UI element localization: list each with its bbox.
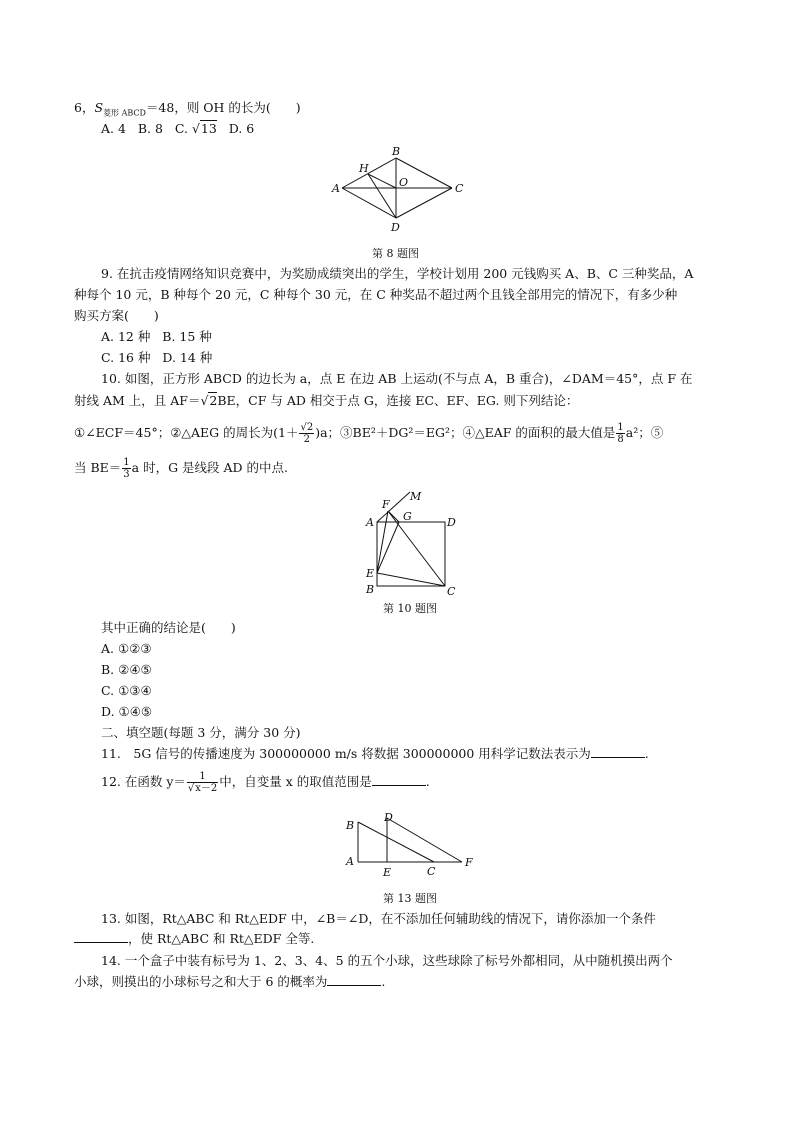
q10-line3: ①∠ECF＝45°；②△AEG 的周长为(1＋ $\frac{√2}{2}$ )a；③BE²＋DG²＝EG²；④△EAF 的面积的最大值是 $\frac{1}{8}$ a²；⑤ [74, 422, 664, 445]
q13-line1: 13. 如图，Rt△ABC 和 Rt△EDF 中，∠B＝∠D，在不添加任何辅助线的情况下，请你添加一个条件 [101, 911, 656, 926]
q11: 11. 5G 信号的传播速度为 300000000 m/s 将数据 300000000 用科学记数法表示为 . [101, 746, 649, 761]
q10-label-e: E [366, 567, 375, 580]
q8-option-a[interactable]: A. 4 [101, 121, 126, 136]
q10-line4: 当 BE＝ $\frac{1}{3}$ a 时，G 是线段 AD 的中点. [74, 457, 289, 480]
q8-option-d[interactable]: D. 6 [228, 121, 255, 136]
q13-label-e: E [383, 866, 392, 879]
q9-line1: 9. 在抗击疫情网络知识竞赛中，为奖励成绩突出的学生，学校计划用 200 元钱购买 A、B、C 三种奖品，A [101, 266, 694, 281]
q10-option-c[interactable]: C. ①③④ [101, 683, 152, 698]
q9-options-row1 [101, 328, 212, 346]
q13-label-b: B [346, 819, 355, 832]
q8-label-c: C [455, 182, 464, 195]
q12-answer-blank[interactable] [372, 773, 426, 786]
q9-line3: 购买方案( ) [74, 308, 159, 323]
q9-option-a[interactable]: A. 12 种 [101, 329, 151, 344]
q10-option-b[interactable]: B. ②④⑤ [101, 662, 152, 677]
q13-caption: 第 13 题图 [383, 892, 437, 905]
q8-option-c[interactable]: C. √13 [174, 121, 217, 136]
q8-label-o: O [399, 176, 409, 189]
q10-line2: 射线 AM 上，且 AF＝√2BE，CF 与 AD 相交于点 G，连接 EC、EF、EG. 则下列结论： [74, 393, 579, 408]
q10-label-b: B [366, 583, 375, 596]
q13-figure [342, 810, 477, 882]
q13-label-f: F [465, 856, 473, 869]
q8-label-b: B [392, 145, 401, 158]
q10-caption: 第 10 题图 [383, 602, 437, 615]
q9-options-row2 [101, 349, 212, 367]
q8-figure [330, 144, 470, 236]
q8-caption: 第 8 题图 [372, 247, 419, 260]
q8-options [101, 120, 254, 138]
q13-label-a: A [346, 855, 354, 868]
q10-frac-1-over-3: $\frac{1}{3}$ [123, 457, 130, 480]
q10-figure [360, 487, 470, 597]
q8-label-a: A [332, 182, 340, 195]
q8-stem: 6，$S_{菱形 ABCD}=48$，则 OH 的长为( ) [74, 100, 301, 118]
q10-option-d[interactable]: D. ①④⑤ [101, 704, 153, 719]
q9-line2: 种每个 10 元，B 种每个 20 元，C 种每个 30 元，在 C 种奖品不超过两个且钱全部用完的情况下，有多少种 [74, 287, 678, 302]
q8-label-h: H [359, 162, 369, 175]
q10-label-f: F [382, 498, 390, 511]
q10-option-a[interactable]: A. ①②③ [101, 641, 152, 656]
q11-answer-blank[interactable] [591, 745, 645, 758]
q9-option-b[interactable]: B. 15 种 [162, 329, 212, 344]
q9-option-d[interactable]: D. 14 种 [162, 350, 213, 365]
q13-line2: ，使 Rt△ABC 和 Rt△EDF 全等. [74, 930, 314, 948]
q9-option-c[interactable]: C. 16 种 [101, 350, 151, 365]
q12: 12. 在函数 y＝ $\frac{1}{√x-2}$ 中，自变量 x 的取值范围是 . [101, 771, 430, 794]
q10-label-d: D [447, 516, 456, 529]
q8-label-d: D [391, 221, 400, 234]
q14-answer-blank[interactable] [327, 973, 381, 986]
q14-line1: 14. 一个盒子中装有标号为 1、2、3、4、5 的五个小球，这些球除了标号外都相同，从中随机摸出两个 [101, 953, 673, 968]
q10-frac-sqrt2-over-2: $\frac{√2}{2}$ [300, 422, 314, 445]
q13-answer-blank[interactable] [74, 930, 128, 943]
q12-function-fraction: $\frac{1}{√x-2}$ [187, 771, 218, 794]
q13-label-c: C [427, 865, 436, 878]
q10-line1: 10. 如图，正方形 ABCD 的边长为 a，点 E 在边 AB 上运动(不与点 A，B 重合)，∠DAM＝45°，点 F 在 [101, 371, 693, 386]
q10-frac-1-over-8: $\frac{1}{8}$ [617, 422, 624, 445]
q10-label-a: A [366, 516, 374, 529]
q8-option-b[interactable]: B. 8 [137, 121, 163, 136]
q10-label-c: C [447, 585, 456, 597]
q13-label-d: D [384, 811, 393, 824]
q10-question: 其中正确的结论是( ) [101, 620, 236, 635]
q10-label-g: G [403, 510, 412, 523]
q14-line2: 小球，则摸出的小球标号之和大于 6 的概率为 . [74, 974, 386, 989]
section-2-heading: 二、填空题(每题 3 分，满分 30 分) [101, 725, 301, 740]
q10-label-m: M [410, 490, 422, 503]
